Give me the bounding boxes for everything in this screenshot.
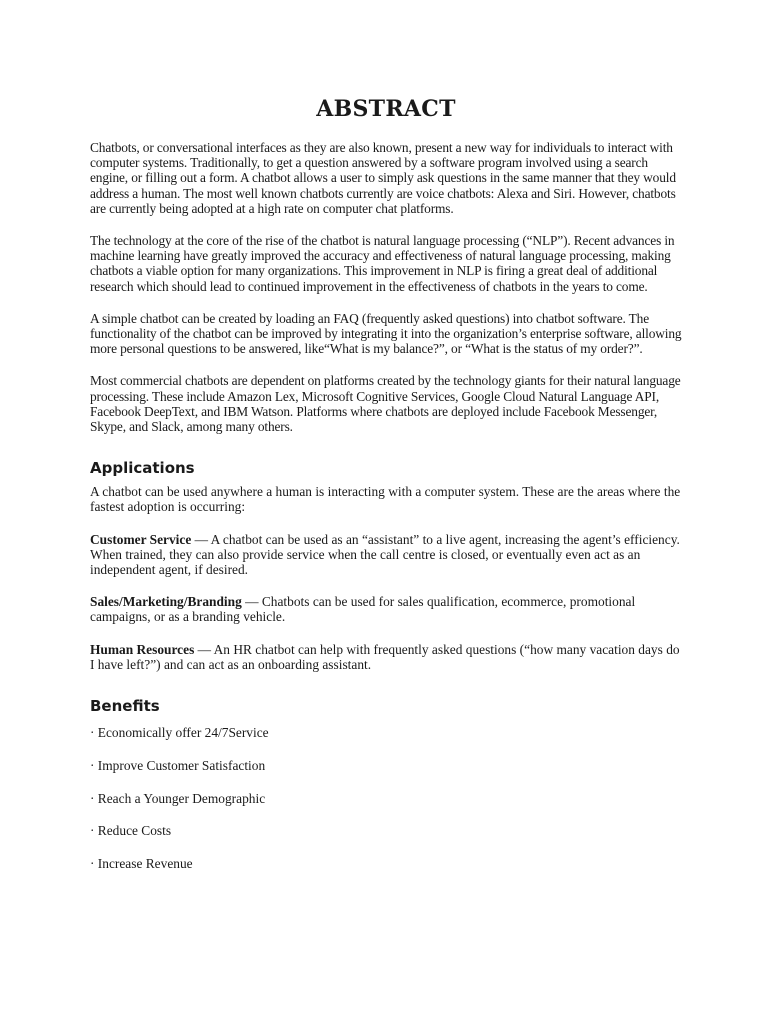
applications-intro: A chatbot can be used anywhere a human is interacting with a computer system. These are the areas where the fastest adoption is occurring: xyxy=(90,484,681,515)
application-lead: Customer Service xyxy=(90,531,192,547)
benefit-item: · Increase Revenue xyxy=(90,856,193,872)
benefit-item: · Economically offer 24/7Service xyxy=(90,725,269,741)
document-page xyxy=(90,96,682,889)
benefits-list xyxy=(90,725,682,871)
abstract-paragraph-1: Chatbots, or conversational interfaces as they are also known, present a new way for individuals to interact with computer systems. Traditionally, to get a question answered by a software program involved using a search engine, or filling out a form. A chatbot allows a user to simply ask questions in the same manner that they would address a human. The most well known chatbots currently are voice chatbots: Alexa and Siri. However, chatbots are currently being adopted at a high rate on computer chat platforms. xyxy=(90,140,676,216)
application-item-customer-service xyxy=(90,532,682,578)
application-text: — A chatbot can be used as an “assistant” to a live agent, increasing the agent’s efficiency. When trained, they can also provide service when the call centre is closed, or eventually even act as an independent agent, if desired. xyxy=(90,531,680,578)
abstract-paragraph-4: Most commercial chatbots are dependent on platforms created by the technology giants for their natural language processing. These include Amazon Lex, Microsoft Cognitive Services, Google Cloud Natural Language API, Facebook DeepText, and IBM Watson. Platforms where chatbots are deployed include Facebook Messenger, Skype, and Slack, among many others. xyxy=(90,373,681,435)
page-title: ABSTRACT xyxy=(316,96,456,122)
application-item-sales-marketing xyxy=(90,594,682,624)
application-item-human-resources xyxy=(90,642,682,672)
application-text: — Chatbots can be used for sales qualification, ecommerce, promotional campaigns, or as a branding vehicle. xyxy=(90,594,636,625)
benefit-item: · Reduce Costs xyxy=(90,823,172,839)
application-lead: Sales/Marketing/Branding xyxy=(90,594,242,610)
application-text: — An HR chatbot can help with frequently asked questions (“how many vacation days do I have left?”) and can act as an onboarding assistant. xyxy=(90,641,680,672)
benefit-item: · Reach a Younger Demographic xyxy=(90,790,266,806)
application-lead: Human Resources xyxy=(90,641,195,657)
benefit-item: · Improve Customer Satisfaction xyxy=(90,757,266,773)
applications-heading: Applications xyxy=(90,459,195,478)
benefits-heading: Benefits xyxy=(90,697,160,716)
abstract-paragraph-3: A simple chatbot can be created by loading an FAQ (frequently asked questions) into chatbot software. The functionality of the chatbot can be improved by integrating it into the organization’s enterprise software, allowing more personal questions to be answered, like“What is my balance?”, or “What is the status of my order?”. xyxy=(90,310,682,357)
abstract-paragraph-2: The technology at the core of the rise of the chatbot is natural language processing (“NLP”). Recent advances in machine learning have greatly improved the accuracy and effectiveness of natural language processing, making chatbots a viable option for many organizations. This improvement in NLP is firing a great deal of additional research which should lead to continued improvement in the effectiveness of chatbots in the years to come. xyxy=(90,233,675,294)
